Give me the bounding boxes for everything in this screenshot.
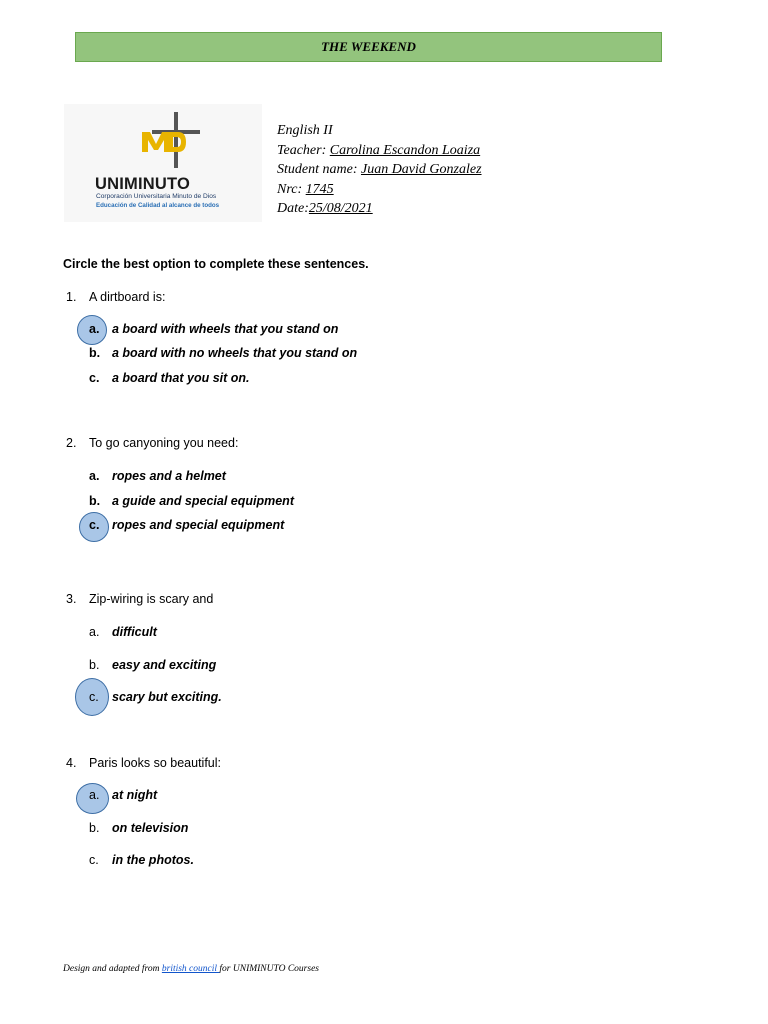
question-4: 4. Paris looks so beautiful: [66,756,222,770]
option-4a[interactable]: a. at night [89,788,158,802]
nrc-value: 1745 [305,181,334,197]
option-1c[interactable]: c. a board that you sit on. [89,371,250,385]
question-text: Zip-wiring is scary and [89,592,214,606]
option-2a[interactable]: a. ropes and a helmet [89,469,226,483]
instructions: Circle the best option to complete these sentences. [63,257,369,271]
logo-brand: UNIMINUTO [95,175,190,193]
option-4b[interactable]: b. on television [89,821,189,835]
teacher-line: Teacher: Carolina Escandon Loaiza [277,142,481,158]
date-value: 25/08/2021 [308,201,373,217]
nrc-line: Nrc: 1745 [277,181,334,197]
student-info [277,121,482,219]
course-name: English II [277,123,333,138]
option-3c[interactable]: c. scary but exciting. [89,690,222,704]
question-text: To go canyoning you need: [89,436,239,450]
uniminuto-logo [64,104,262,222]
question-text: Paris looks so beautiful: [89,756,222,770]
option-4c[interactable]: c. in the photos. [89,853,194,867]
option-2c[interactable]: c. ropes and special equipment [89,518,285,532]
question-3: 3. Zip-wiring is scary and [66,592,214,606]
footer-credit: Design and adapted from british council for UNIMINUTO Courses [63,964,319,974]
option-1b[interactable]: b. a board with no wheels that you stand on [89,346,358,360]
logo-subtitle: Corporación Universitaria Minuto de Dios [96,193,217,200]
student-name: Juan David Gonzalez [360,162,482,178]
question-2: 2. To go canyoning you need: [66,436,239,450]
option-3a[interactable]: a. difficult [89,625,157,639]
page-title: THE WEEKEND [75,32,662,62]
option-3b[interactable]: b. easy and exciting [89,658,217,672]
date-line: Date:25/08/2021 [277,201,373,217]
student-line: Student name: Juan David Gonzalez [277,162,482,178]
question-1: 1. A dirtboard is: [66,290,166,304]
logo-tagline: Educación de Calidad al alcance de todos [96,202,220,209]
question-text: A dirtboard is: [89,290,166,304]
option-2b[interactable]: b. a guide and special equipment [89,494,294,508]
option-1a[interactable]: a. a board with wheels that you stand on [89,322,339,336]
british-council-link[interactable]: british council [161,964,220,974]
teacher-name: Carolina Escandon Loaiza [329,142,481,158]
